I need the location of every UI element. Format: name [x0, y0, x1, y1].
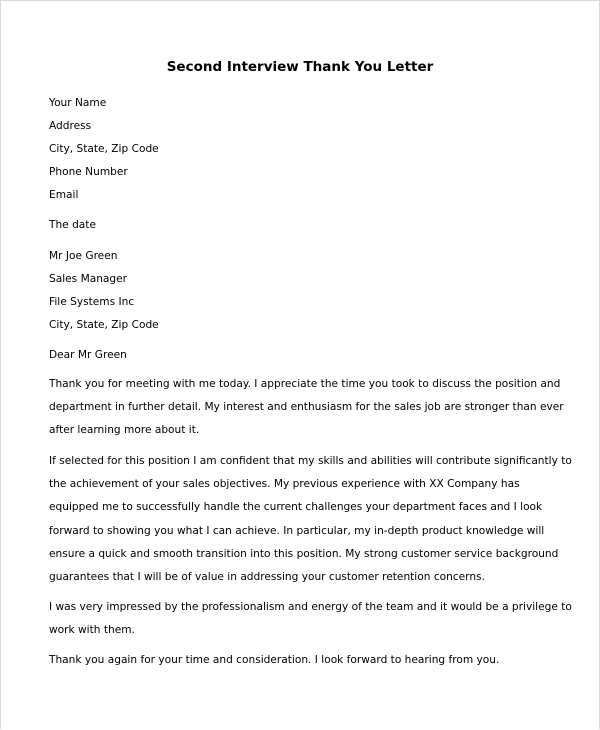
paragraph-line: ensure a quick and smooth transition into this position. My strong customer service background — [49, 547, 559, 560]
date-line: The date — [49, 219, 96, 231]
sender-line: Address — [49, 120, 92, 132]
document-title: Second Interview Thank You Letter — [166, 59, 434, 75]
paragraph-line: work with them. — [49, 624, 135, 637]
paragraph-line: after learning more about it. — [49, 424, 200, 437]
paragraph-line: department in further detail. My interest and enthusiasm for the sales job are stronger than ever — [49, 401, 564, 414]
paragraph-line: I was very impressed by the professionalism and energy of the team and it would be a privilege to — [49, 601, 572, 613]
salutation: Dear Mr Green — [49, 349, 127, 361]
sender-line: Your Name — [49, 97, 107, 109]
paragraph-line: Thank you again for your time and consideration. I look forward to hearing from you. — [49, 654, 500, 666]
recipient-line: Mr Joe Green — [49, 250, 118, 262]
recipient-line: Sales Manager — [49, 273, 127, 285]
sender-line: Phone Number — [49, 166, 128, 178]
paragraph-line: Thank you for meeting with me today. I appreciate the time you took to discuss the position and — [49, 378, 561, 390]
paragraph-line: If selected for this position I am confident that my skills and abilities will contribute significantly to — [49, 455, 572, 467]
paragraph-line: forward to showing you what I can achieve. In particular, my in-depth product knowledge will — [49, 524, 545, 537]
recipient-line: File Systems Inc — [49, 296, 135, 308]
paragraph-line: guarantees that I will be of value in addressing your customer retention concerns. — [49, 571, 485, 583]
paragraph-line: the achievement of your sales objectives. My previous experience with XX Company has — [49, 478, 520, 491]
sender-line: Email — [49, 189, 79, 201]
sender-line: City, State, Zip Code — [49, 143, 159, 155]
recipient-line: City, State, Zip Code — [49, 319, 159, 331]
paragraph-line: equipped me to successfully handle the current challenges your department faces and I look — [49, 501, 543, 514]
